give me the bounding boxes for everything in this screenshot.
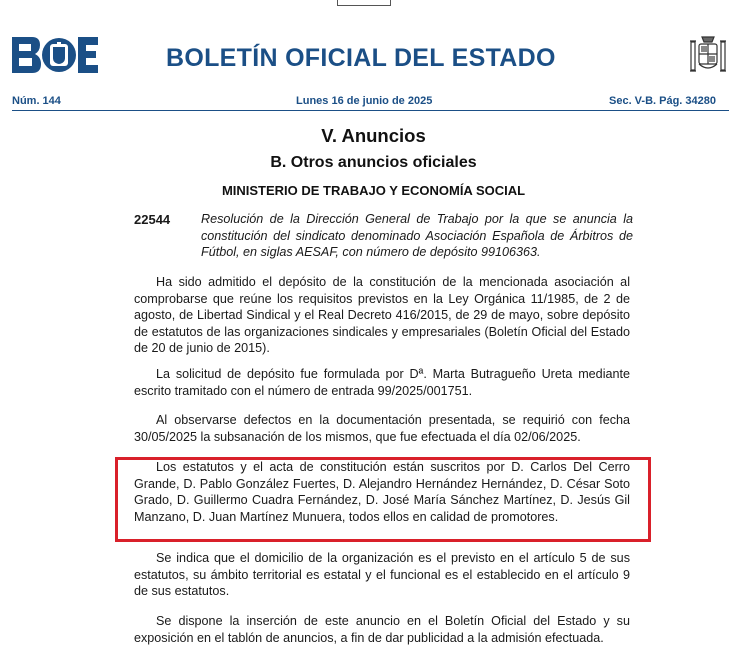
announcement-number: 22544 xyxy=(134,212,171,227)
top-tab-marker xyxy=(337,0,391,6)
section-heading: V. Anuncios xyxy=(321,125,426,146)
body-paragraph-3: Al observarse defectos en la documentación presentada, se requirió con fecha 30/05/2025 la subsanación de los mismos, que fue efectuada el día 02/06/2025. xyxy=(134,413,630,444)
body-paragraph-4: Los estatutos y el acta de constitución están suscritos por D. Carlos Del Cerro Grande, D. Pablo González Fuertes, D. Alejandro Hernández Hernández, D. César Soto Grado, D. Guillermo Cuadra Fernández, D. José María Sánchez Martínez, D. Jesús Gil Manzano, D. Juan Martínez Munuera, todos ellos en calidad de promotores. xyxy=(134,460,630,524)
gazette-title: BOLETÍN OFICIAL DEL ESTADO xyxy=(166,44,556,72)
issue-date: Lunes 16 de junio de 2025 xyxy=(296,95,433,107)
subsection-heading: B. Otros anuncios oficiales xyxy=(270,154,477,171)
header-divider xyxy=(12,110,729,111)
announcement-summary: Resolución de la Dirección General de Trabajo por la que se anuncia la constitución del sindicato denominado Asociación Española de Árbitros de Fútbol, en siglas AESAF, con número de depósito 99106363. xyxy=(201,212,633,260)
ministry-heading: MINISTERIO DE TRABAJO Y ECONOMÍA SOCIAL xyxy=(221,183,526,198)
body-paragraph-5: Se indica que el domicilio de la organización es el previsto en el artículo 5 de sus estatutos, su ámbito territorial es estatal y el funcional es el establecido en el artículo 9 de sus estatutos. xyxy=(134,551,630,599)
highlight-box xyxy=(115,457,651,542)
coat-of-arms-icon xyxy=(688,33,728,80)
boe-logo xyxy=(12,37,98,78)
section-page: Sec. V-B. Pág. 34280 xyxy=(609,95,717,107)
body-paragraph-2: La solicitud de depósito fue formulada por Dª. Marta Butragueño Ureta mediante escrito tramitado con el número de entrada 99/2025/001751. xyxy=(134,367,630,398)
body-paragraph-1: Ha sido admitido el depósito de la constitución de la mencionada asociación al comprobarse que reúne los requisitos previstos en la Ley Orgánica 11/1985, de 2 de agosto, de Libertad Sindical y el Real Decreto 416/2015, de 29 de mayo, sobre depósito de estatutos de las organizaciones sindicales y empresariales (Boletín Oficial del Estado de 20 de junio de 2015). xyxy=(134,275,630,356)
issue-number: Núm. 144 xyxy=(12,95,61,107)
body-paragraph-6: Se dispone la inserción de este anuncio en el Boletín Oficial del Estado y su exposición en el tablón de anuncios, a fin de dar publicidad a la admisión efectuada. xyxy=(134,614,630,645)
